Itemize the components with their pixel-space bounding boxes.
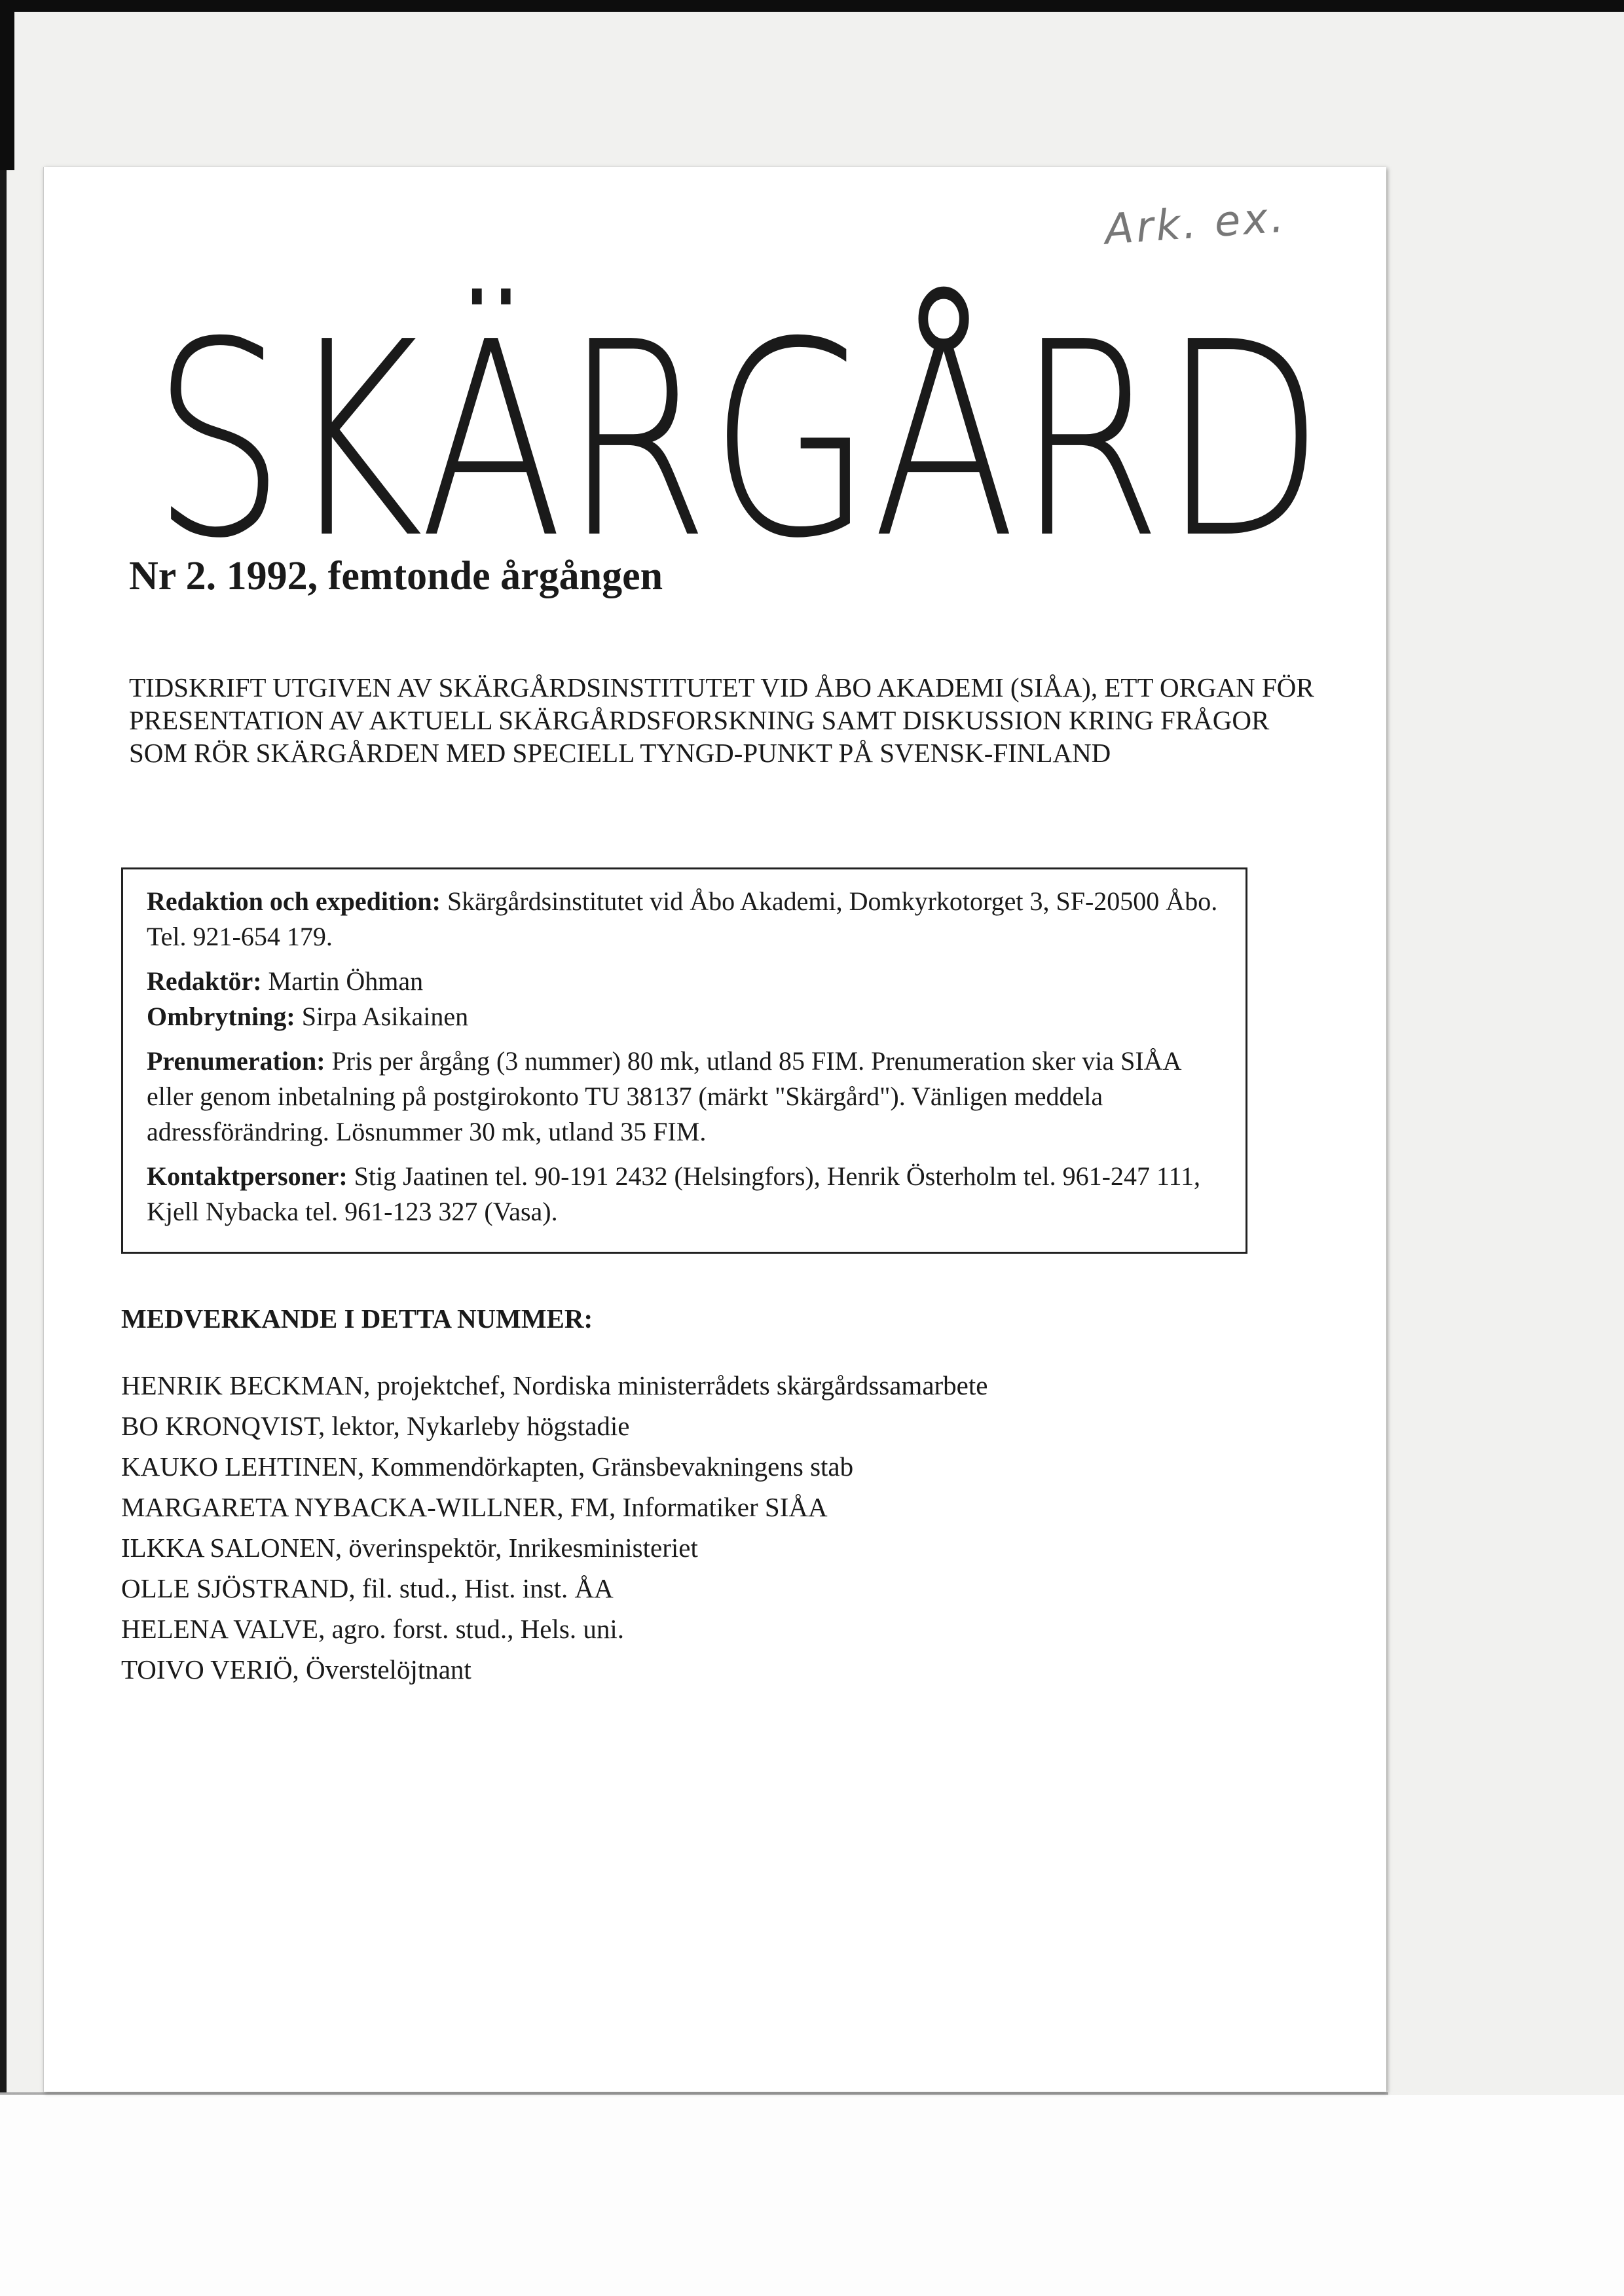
intro-paragraph: TIDSKRIFT UTGIVEN AV SKÄRGÅRDSINSTITUTET VID ÅBO AKADEMI (SIÅA), ETT ORGAN FÖR PRESENTATION AV AKTUELL SKÄRGÅRDSFORSKNING SAMT DISKUSSION KRING FRÅGOR SOM RÖR SKÄRGÅRDEN MED SPECIELL TYNGD-PUNKT PÅ SVENSK-FINLAND [129,672,1314,768]
document-page [43,167,1386,2092]
issue-line: Nr 2. 1992, femtonde årgången [129,554,663,598]
handwritten-note: Ark. ex. [1103,193,1288,255]
subscription-text: Pris per årgång (3 nummer) 80 mk, utland 85 FIM. Prenumeration sker via SIÅA eller genom inbetalning på postgirokonto TU 38137 (märkt "Skärgård"). Vänligen meddela adressförändring. Lösnummer 30 mk, utland 35 FIM. [147,1046,1181,1146]
contacts-label: Kontaktpersoner: [147,1161,348,1191]
info-box [121,867,1247,1254]
scanner-bed-bottom [0,2095,1624,2296]
list-item: BO KRONQVIST, lektor, Nykarleby högstadie [121,1411,630,1441]
list-item: TOIVO VERIÖ, Överstelöjtnant [121,1654,471,1685]
list-item: ILKKA SALONEN, överinspektör, Inrikesministeriet [121,1533,698,1563]
contributors-list [121,1365,1300,1690]
list-item: MARGARETA NYBACKA-WILLNER, FM, Informatiker SIÅA [121,1492,828,1522]
list-item: HELENA VALVE, agro. forst. stud., Hels. uni. [121,1614,624,1644]
contacts-text: Stig Jaatinen tel. 90-191 2432 (Helsingfors), Henrik Österholm tel. 961-247 111, Kjell Nybacka tel. 961-123 327 (Vasa). [147,1161,1201,1226]
editor-line [147,964,1222,999]
list-item: OLLE SJÖSTRAND, fil. stud., Hist. inst. ÅA [121,1573,614,1603]
masthead [152,265,1331,566]
layout-label: Ombrytning: [147,1002,295,1031]
contributors-heading: MEDVERKANDE I DETTA NUMMER: [121,1303,593,1334]
contacts-paragraph [147,1159,1222,1230]
scanner-edge-left-lower [0,170,7,2296]
list-item: HENRIK BECKMAN, projektchef, Nordiska ministerrådets skärgårdssamarbete [121,1370,988,1400]
masthead-title: SKÄRGÅRD [152,284,1324,566]
layout-line [147,999,1222,1034]
list-item: KAUKO LEHTINEN, Kommendörkapten, Gränsbevakningens stab [121,1451,854,1482]
editorial-text: Skärgårdsinstitutet vid Åbo Akademi, Domkyrkotorget 3, SF-20500 Åbo. Tel. 921-654 179. [147,886,1218,951]
editorial-paragraph [147,884,1222,955]
editor-name: Martin Öhman [268,966,424,996]
editor-label: Redaktör: [147,966,262,996]
scanner-edge-top [0,0,1624,12]
subscription-paragraph [147,1044,1222,1150]
scanner-edge-left [0,0,14,170]
subscription-label: Prenumeration: [147,1046,325,1076]
editorial-label: Redaktion och expedition: [147,886,441,916]
layout-name: Sirpa Asikainen [301,1002,469,1031]
masthead-logo [152,265,1331,566]
